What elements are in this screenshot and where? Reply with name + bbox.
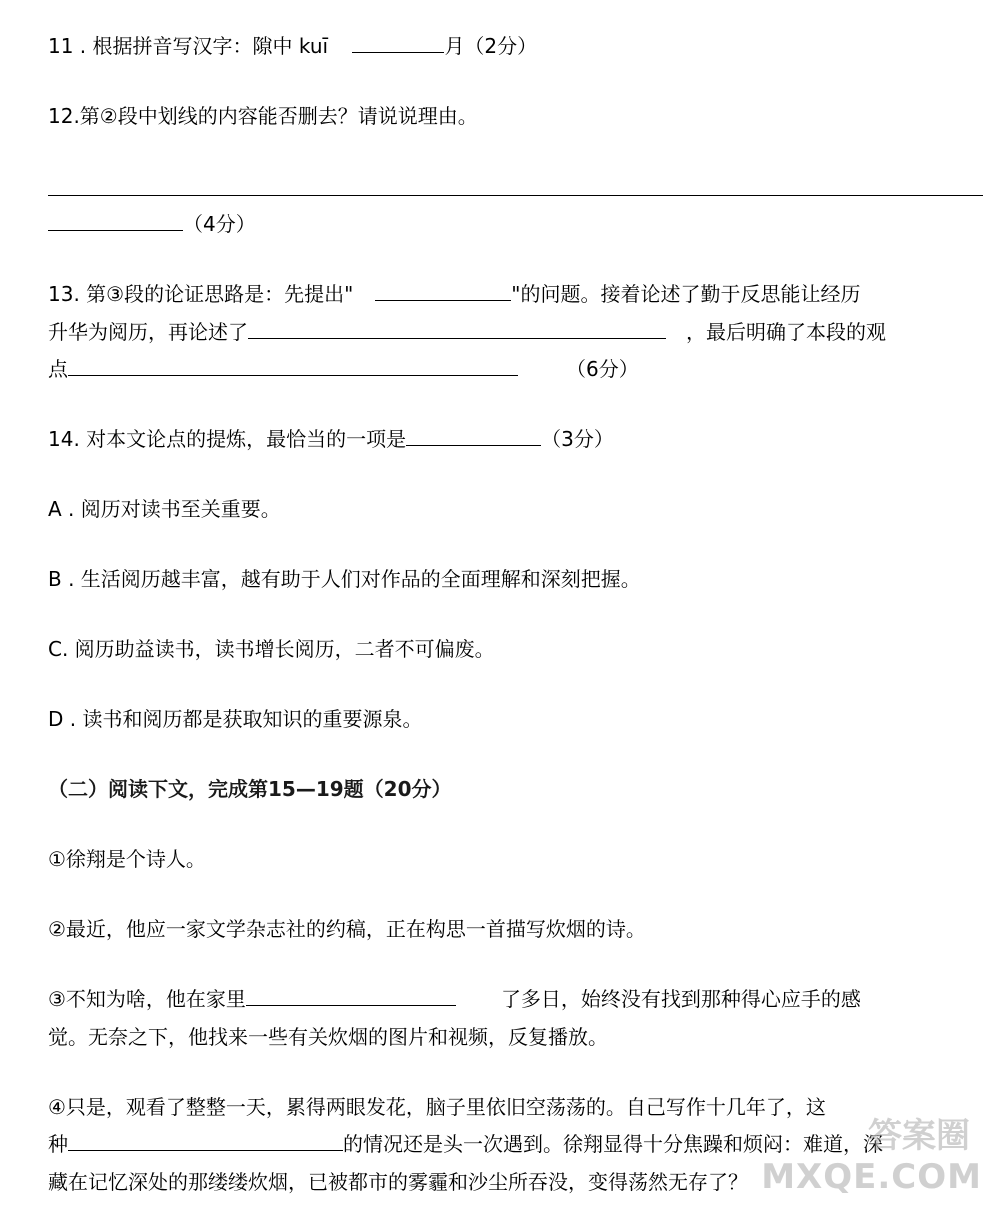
q14-score: （3分） (541, 427, 614, 451)
passage-paragraph-3-line-2: 觉。无奈之下，他找来一些有关炊烟的图片和视频，反复播放。 (48, 1025, 608, 1049)
passage-paragraph-1: ①徐翔是个诗人。 (48, 847, 206, 871)
q13-blank-3[interactable] (68, 355, 518, 376)
q13-blank-2[interactable] (248, 318, 666, 339)
watermark-logo: 答案圈 (868, 1116, 970, 1156)
q14-option-c: C. 阅历助益读书，读书增长阅历，二者不可偏废。 (48, 637, 495, 661)
q12-answer-line[interactable] (48, 195, 983, 196)
watermark-text: MXQE.COM (761, 1157, 982, 1197)
q11-answer-blank[interactable] (352, 32, 444, 53)
p4-text-b: 的情况还是头一次遇到。徐翔显得十分焦躁和烦闷：难道，深 (343, 1132, 883, 1156)
q11-score: 月（2分） (444, 34, 538, 58)
q14-text: 14. 对本文论点的提炼，最恰当的一项是 (48, 427, 407, 451)
passage-paragraph-4-line-3: 藏在记忆深处的那缕缕炊烟，已被都市的雾霾和沙尘所吞没，变得荡然无存了？ (48, 1170, 748, 1194)
passage-paragraph-4-line-2 (48, 1130, 883, 1158)
q13-text-2a: 升华为阅历，再论述了 (48, 320, 248, 344)
q13-blank-1[interactable] (375, 280, 511, 301)
q13-text-1a: 13. 第③段的论证思路是：先提出" (48, 282, 354, 306)
q14-option-a: A . 阅历对读书至关重要。 (48, 497, 281, 521)
q12-score: （4分） (183, 212, 256, 236)
p3-text-a: ③不知为啥，他在家里 (48, 987, 246, 1011)
q12-second-line (48, 210, 256, 238)
q14-option-d: D . 读书和阅历都是获取知识的重要源泉。 (48, 707, 423, 731)
q14-answer-blank[interactable] (406, 425, 541, 446)
passage-paragraph-2: ②最近，他应一家文学杂志社的约稿，正在构思一首描写炊烟的诗。 (48, 917, 646, 941)
question-13-line-3 (48, 355, 639, 383)
question-14 (48, 425, 614, 453)
p4-text-a: 种 (48, 1132, 68, 1156)
q11-text: 11 . 根据拼音写汉字：隙中 kuī (48, 34, 335, 58)
question-12 (48, 102, 478, 130)
section-2-heading: （二）阅读下文，完成第15—19题（20分） (48, 777, 452, 801)
q13-text-1b: "的问题。接着论述了勤于反思能让经历 (511, 282, 861, 306)
q13-score: （6分） (566, 357, 639, 381)
p4-answer-blank[interactable] (68, 1130, 343, 1151)
p3-text-b: 了多日，始终没有找到那种得心应手的感 (500, 987, 861, 1011)
q12-text: 12.第②段中划线的内容能否删去？请说说理由。 (48, 104, 478, 128)
passage-paragraph-3-line-1 (48, 985, 861, 1013)
q14-option-b: B . 生活阅历越丰富，越有助于人们对作品的全面理解和深刻把握。 (48, 567, 641, 591)
q12-answer-blank[interactable] (48, 210, 183, 231)
q13-text-3a: 点 (48, 357, 68, 381)
p3-answer-blank[interactable] (246, 985, 456, 1006)
passage-paragraph-4-line-1: ④只是，观看了整整一天，累得两眼发花，脑子里依旧空荡荡的。自己写作十几年了，这 (48, 1095, 826, 1119)
q13-text-2b: ，最后明确了本段的观 (686, 320, 886, 344)
question-13-line-2 (48, 318, 886, 346)
question-13-line-1 (48, 280, 861, 308)
question-11 (48, 32, 537, 60)
